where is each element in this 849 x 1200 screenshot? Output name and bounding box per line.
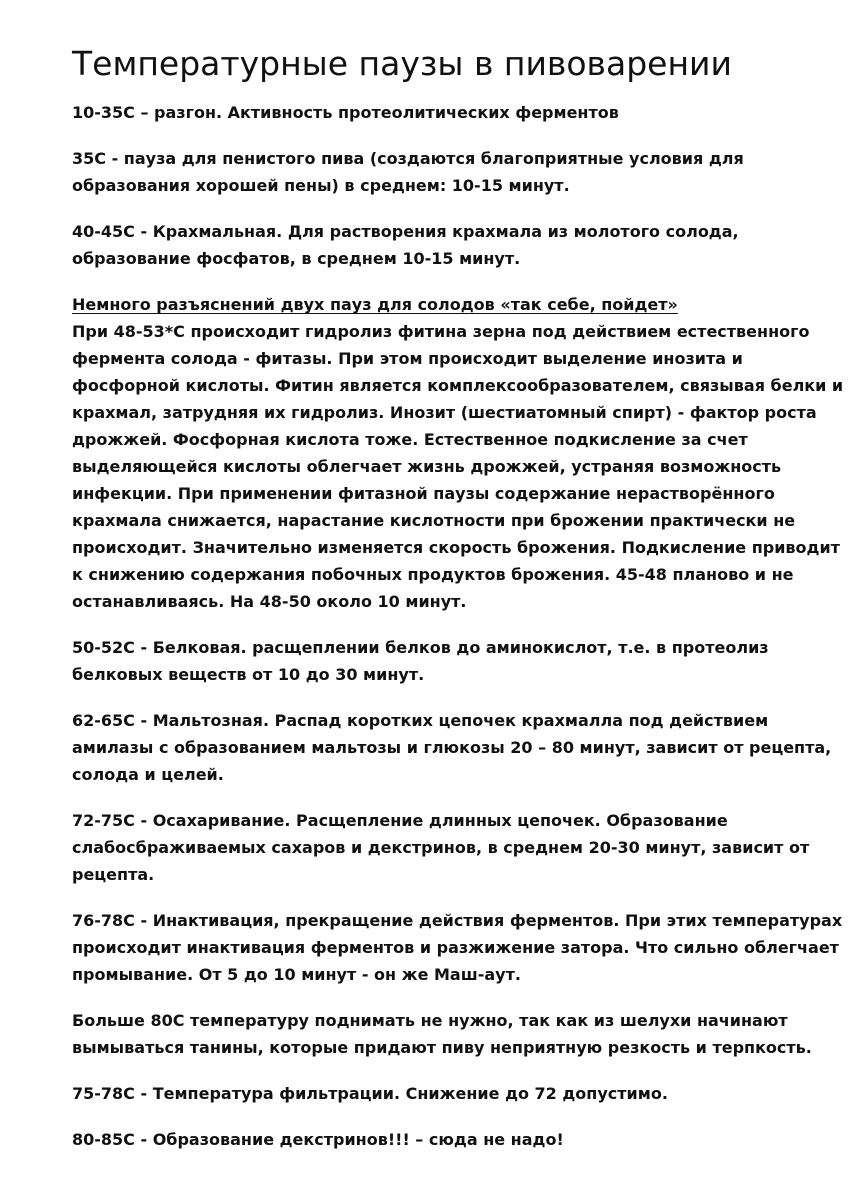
text-line: 50-52С - Белковая. расщеплении белков до аминокислот, т.е. в протеолиз <box>72 638 769 657</box>
text-line: останавливаясь. На 48-50 около 10 минут. <box>72 592 467 611</box>
text-line: крахмала снижается, нарастание кислотности при брожении практически не <box>72 511 796 530</box>
text-line: 10-35С – разгон. Активность протеолитических ферментов <box>72 103 619 122</box>
paragraph-razgon <box>72 99 779 126</box>
paragraph-maltose-pause <box>72 707 832 788</box>
paragraph-saccharification <box>72 807 810 888</box>
paragraph-filtration <box>72 1080 779 1107</box>
text-line: При 48-53*С происходит гидролиз фитина зерна под действием естественного <box>72 322 810 341</box>
text-line: к снижению содержания побочных продуктов брожения. 45-48 планово и не <box>72 565 794 584</box>
paragraph-protein-pause <box>72 634 779 688</box>
page-title: Температурные паузы в пивоварении <box>72 44 732 83</box>
text-line: амилазы с образованием мальтозы и глюкозы 20 – 80 минут, зависит от рецепта, <box>72 738 832 757</box>
text-line: 62-65С - Мальтозная. Распад коротких цепочек крахмалла под действием <box>72 711 769 730</box>
text-line: 35С - пауза для пенистого пива (создаются благоприятные условия для <box>72 149 744 168</box>
text-line: солода и целей. <box>72 765 224 784</box>
text-line: дрожжей. Фосфорная кислота тоже. Естественное подкисление за счет <box>72 430 748 449</box>
text-line: фосфорной кислоты. Фитин является комплексообразователем, связывая белки и <box>72 376 844 395</box>
text-line: белковых веществ от 10 до 30 минут. <box>72 665 425 684</box>
section-heading: Немного разъяснений двух пауз для солодов «так себе, пойдет» <box>72 295 678 314</box>
paragraph-starch-pause <box>72 218 779 272</box>
paragraph-above-80 <box>72 1007 812 1061</box>
text-line: 76-78С - Инактивация, прекращение действия ферментов. При этих температурах <box>72 911 843 930</box>
paragraph-dextrins <box>72 1126 779 1153</box>
text-line: выделяющейся кислоты облегчает жизнь дрожжей, устраняя возможность <box>72 457 782 476</box>
text-line: 80-85С - Образование декстринов!!! – сюда не надо! <box>72 1130 564 1149</box>
paragraph-mash-out <box>72 907 843 988</box>
text-line: промывание. От 5 до 10 минут - он же Маш-аут. <box>72 965 521 984</box>
text-line: вымываться танины, которые придают пиву неприятную резкость и терпкость. <box>72 1038 812 1057</box>
text-line: образование фосфатов, в среднем 10-15 минут. <box>72 249 521 268</box>
text-line: инфекции. При применении фитазной паузы содержание нерастворённого <box>72 484 775 503</box>
text-line: крахмал, затрудняя их гидролиз. Инозит (шестиатомный спирт) - фактор роста <box>72 403 817 422</box>
paragraph-phytase-explanation <box>72 291 844 615</box>
paragraph-foam-pause <box>72 145 779 199</box>
text-line: 40-45С - Крахмальная. Для растворения крахмала из молотого солода, <box>72 222 739 241</box>
text-line: 75-78С - Температура фильтрации. Снижение до 72 допустимо. <box>72 1084 668 1103</box>
text-line: слабосбраживаемых сахаров и декстринов, в среднем 20-30 минут, зависит от <box>72 838 810 857</box>
text-line: происходит. Значительно изменяется скорость брожения. Подкисление приводит <box>72 538 840 557</box>
text-line: образования хорошей пены) в среднем: 10-15 минут. <box>72 176 570 195</box>
text-line: Больше 80С температуру поднимать не нужно, так как из шелухи начинают <box>72 1011 788 1030</box>
text-line: рецепта. <box>72 865 155 884</box>
text-line: 72-75С - Осахаривание. Расщепление длинных цепочек. Образование <box>72 811 728 830</box>
text-line: фермента солода - фитазы. При этом происходит выделение инозита и <box>72 349 743 368</box>
text-line: происходит инактивация ферментов и разжижение затора. Что сильно облегчает <box>72 938 839 957</box>
